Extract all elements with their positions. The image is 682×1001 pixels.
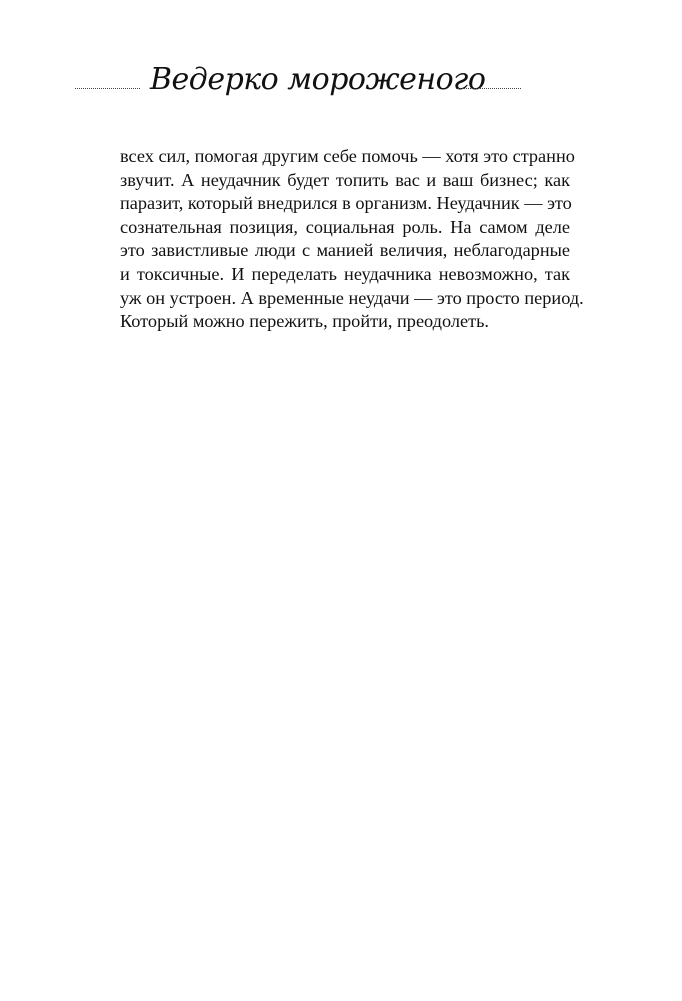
text-line: паразит, который внедрился в организм. Неудачник — это	[120, 193, 572, 214]
text-line: это завистливые люди с манией величия, неблагодарные	[120, 240, 570, 261]
text-line: Который можно пережить, пройти, преодолеть.	[120, 311, 490, 332]
running-title: Ведерко мороженого	[150, 62, 486, 97]
text-line: и токсичные. И переделать неудачника невозможно, так	[120, 263, 570, 284]
header-dotted-rule-right	[456, 88, 521, 89]
header-dotted-rule-left	[75, 88, 140, 89]
text-line: звучит. А неудачник будет топить вас и ваш бизнес; как	[120, 169, 570, 190]
text-line: всех сил, помогая другим себе помочь — хотя это странно	[120, 146, 575, 166]
text-line: сознательная позиция, социальная роль. На самом деле	[120, 216, 570, 237]
body-text	[120, 145, 584, 334]
running-header	[0, 62, 682, 112]
text-line: уж он устроен. А временные неудачи — это просто период.	[120, 287, 584, 308]
